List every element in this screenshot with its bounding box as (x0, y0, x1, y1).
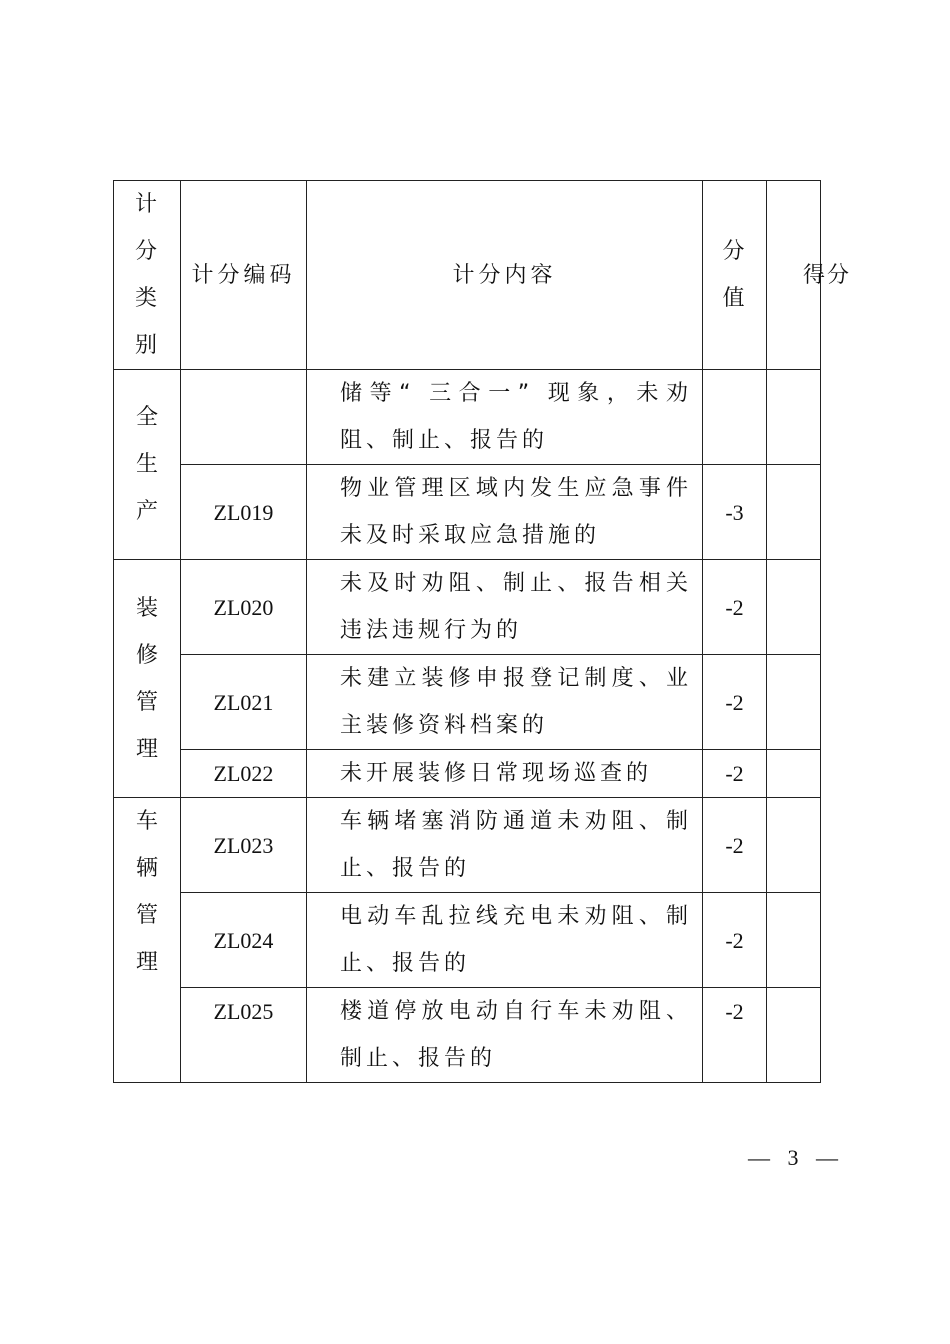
scoring-table (113, 180, 852, 1083)
score-cell (767, 893, 821, 988)
content-cell: 物业管理区域内发生应急事件未及时采取应急措施的 (307, 465, 703, 560)
value-cell (703, 370, 767, 465)
code-cell (181, 370, 307, 465)
value-cell: -2 (703, 655, 767, 750)
category-cell: 车辆管理 (114, 798, 181, 1083)
header-value: 分值 (703, 181, 767, 370)
table-row (114, 798, 821, 893)
value-cell: -3 (703, 465, 767, 560)
table-row (114, 560, 821, 655)
header-category: 计分类别 (114, 181, 181, 370)
content-cell: 未及时劝阻、制止、报告相关违法违规行为的 (307, 560, 703, 655)
value-cell: -2 (703, 798, 767, 893)
value-cell: -2 (703, 560, 767, 655)
category-cell: 装修管理 (114, 560, 181, 798)
code-cell: ZL020 (181, 560, 307, 655)
score-cell (767, 798, 821, 893)
header-score: 得分 (767, 181, 821, 370)
table-header-row (114, 181, 821, 370)
table-row (114, 988, 821, 1083)
content-cell: 未开展装修日常现场巡查的 (307, 750, 703, 798)
code-cell: ZL025 (181, 988, 307, 1083)
value-cell: -2 (703, 750, 767, 798)
value-cell: -2 (703, 893, 767, 988)
content-cell: 楼道停放电动自行车未劝阻、制止、报告的 (307, 988, 703, 1083)
score-cell (767, 560, 821, 655)
table-row (114, 655, 821, 750)
code-cell: ZL019 (181, 465, 307, 560)
table-row (114, 893, 821, 988)
table-row (114, 465, 821, 560)
score-cell (767, 750, 821, 798)
score-cell (767, 988, 821, 1083)
header-content: 计分内容 (307, 181, 703, 370)
content-cell: 未建立装修申报登记制度、业主装修资料档案的 (307, 655, 703, 750)
code-cell: ZL024 (181, 893, 307, 988)
category-cell: 全生产 (114, 370, 181, 560)
page-number: — 3 — (748, 1145, 844, 1170)
header-code: 计分编码 (181, 181, 307, 370)
content-cell: 电动车乱拉线充电未劝阻、制止、报告的 (307, 893, 703, 988)
code-cell: ZL021 (181, 655, 307, 750)
table-row (114, 750, 821, 798)
score-cell (767, 655, 821, 750)
content-cell: 储等“ 三合一” 现象，未劝阻、制止、报告的 (307, 370, 703, 465)
code-cell: ZL023 (181, 798, 307, 893)
content-cell: 车辆堵塞消防通道未劝阻、制止、报告的 (307, 798, 703, 893)
score-cell (767, 370, 821, 465)
code-cell: ZL022 (181, 750, 307, 798)
value-cell: -2 (703, 988, 767, 1083)
score-cell (767, 465, 821, 560)
table-row (114, 370, 821, 465)
